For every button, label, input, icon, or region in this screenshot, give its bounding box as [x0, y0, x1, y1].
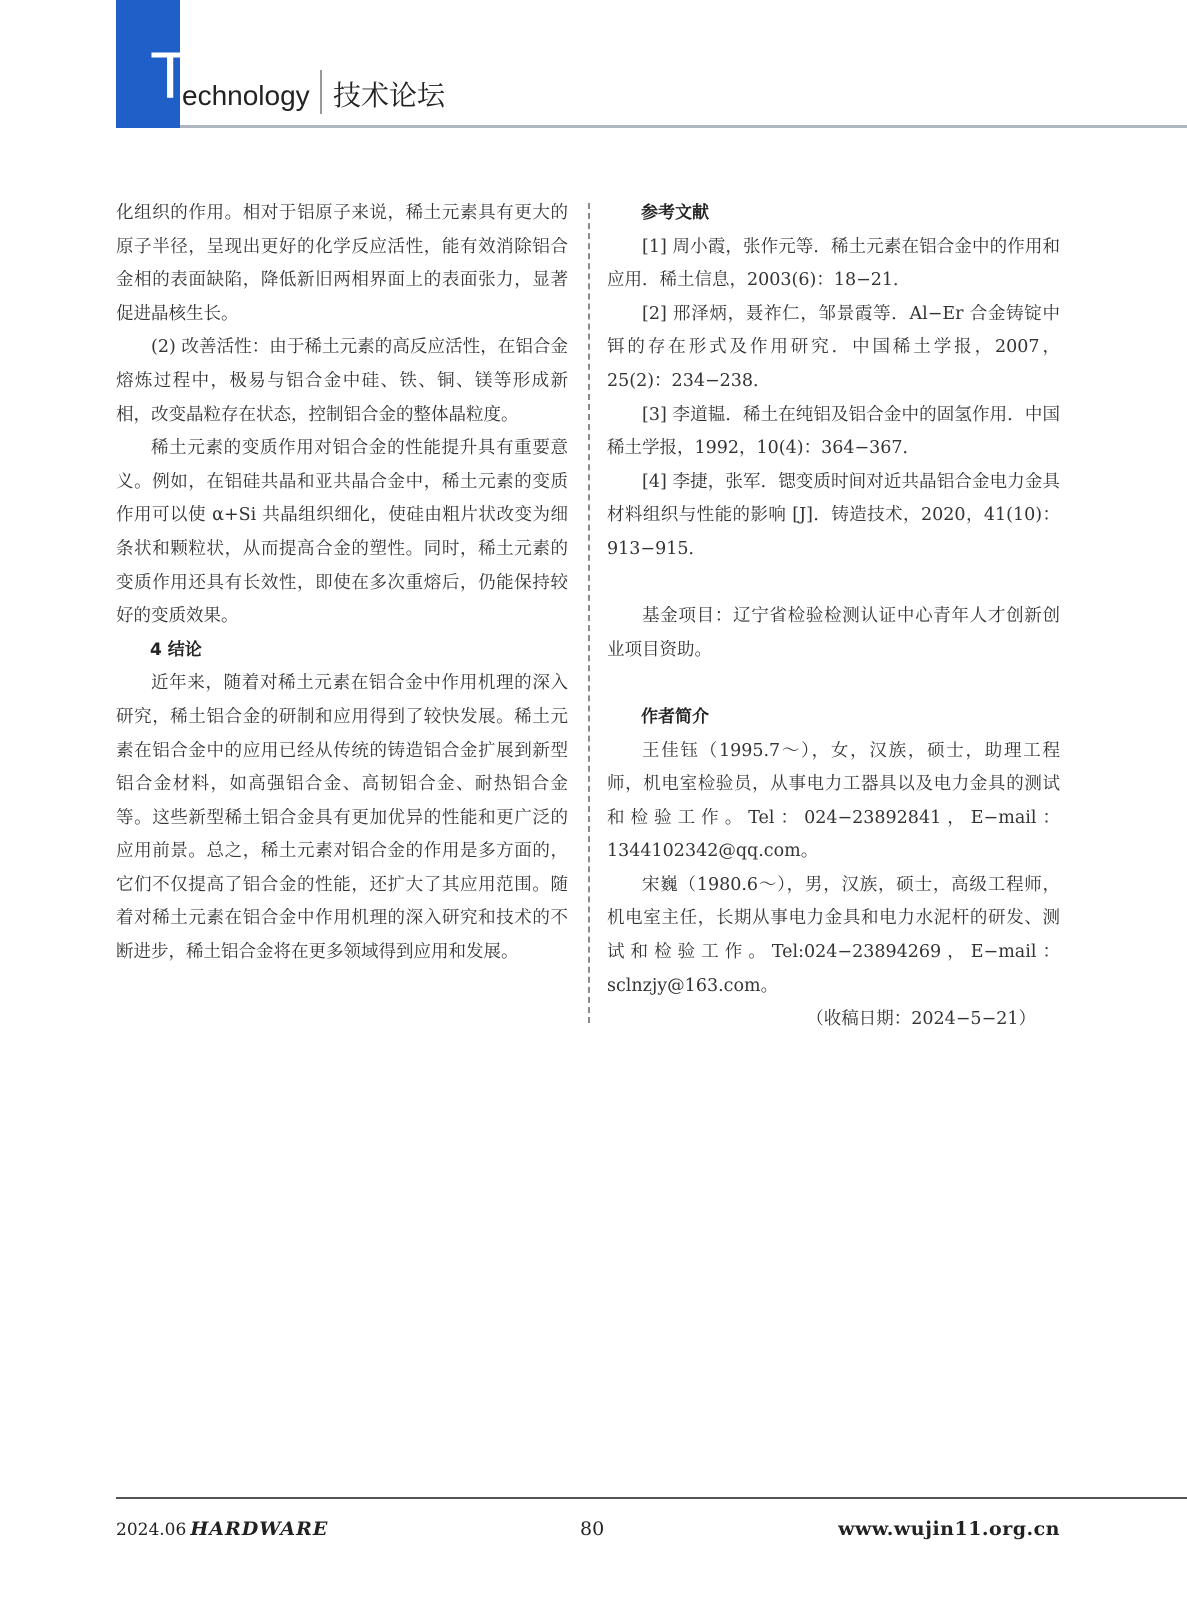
reference-item: [2] 邢泽炳，聂祚仁，邹景霞等．Al−Er 合金铸锭中铒的存在形式及作用研究．中国稀土学报，2007，25(2)：234−238． [607, 303, 1060, 391]
reference-item: [4] 李捷，张军．锶变质时间对近共晶铝合金电力金具材料组织与性能的影响 [J]．铸造技术，2020，41(10)：913−915． [607, 471, 1060, 559]
body-paragraph: 近年来，随着对稀土元素在铝合金中作用机理的深入研究，稀土铝合金的研制和应用得到了较快发展。稀土元素在铝合金中的应用已经从传统的铸造铝合金扩展到新型铝合金材料，如高强铝合金、高韧铝合金、耐热铝合金等。这些新型稀土铝合金具有更加优异的性能和更广泛的应用前景。总之，稀土元素对铝合金的作用是多方面的，它们不仅提高了铝合金的性能，还扩大了其应用范围。随着对稀土元素在铝合金中作用机理的深入研究和技术的不断进步，稀土铝合金将在更多领域得到应用和发展。 [116, 673, 568, 963]
spacer [607, 567, 1060, 601]
spacer [607, 667, 1060, 701]
right-column [607, 197, 1060, 1037]
issue-date: 2024.06 [116, 1520, 187, 1540]
footer-rule [116, 1497, 1187, 1499]
author-bio: 宋巍（1980.6～），男，汉族，硕士，高级工程师，机电室主任，长期从事电力金具和电力水泥杆的研发、测试和检验工作。Tel:024−23894269，E−mail：sclnzjy@163.com。 [607, 874, 1060, 996]
body-paragraph: (2) 改善活性：由于稀土元素的高反应活性，在铝合金熔炼过程中，极易与铝合金中硅、铁、铜、镁等形成新相，改变晶粒存在状态，控制铝合金的整体晶粒度。 [116, 337, 568, 425]
reference-item: [1] 周小霞，张作元等．稀土元素在铝合金中的作用和应用．稀土信息，2003(6)：18−21． [607, 236, 1060, 291]
received-date: （收稿日期：2024−5−21） [806, 1009, 1036, 1030]
body-paragraph: 稀土元素的变质作用对铝合金的性能提升具有重要意义。例如，在铝硅共晶和亚共晶合金中，稀土元素的变质作用可以使 α+Si 共晶组织细化，使硅由粗片状改变为细条状和颗粒状，从而提高合金的塑性。同时，稀土元素的变质作用还具有长效性，即使在多次重熔后，仍能保持较好的变质效果。 [116, 438, 568, 627]
body-paragraph: 化组织的作用。相对于铝原子来说，稀土元素具有更大的原子半径，呈现出更好的化学反应活性，能有效消除铝合金相的表面缺陷，降低新旧两相界面上的表面张力，显著促进晶核生长。 [116, 203, 568, 324]
section-title: 技术论坛 [333, 79, 446, 112]
column-divider [588, 203, 590, 1023]
left-column [116, 197, 568, 970]
header-separator [320, 70, 322, 114]
reference-item: [3] 李道韫．稀土在纯铝及铝合金中的固氢作用．中国稀土学报，1992，10(4)：364−367． [607, 404, 1060, 459]
author-heading: 作者简介 [641, 706, 709, 727]
header-rule [180, 125, 1187, 128]
header-initial: T [150, 38, 191, 112]
funding-note: 基金项目：辽宁省检验检测认证中心青年人才创新创业项目资助。 [607, 606, 1060, 660]
references-heading: 参考文献 [641, 203, 709, 223]
footer-issue-info [116, 1518, 328, 1540]
magazine-name: HARDWARE [190, 1518, 329, 1540]
page-number: 80 [580, 1518, 605, 1540]
header-word: echnology [182, 80, 310, 111]
section-heading-conclusion: 4 结论 [150, 639, 202, 660]
author-bio: 王佳钰（1995.7～），女，汉族，硕士，助理工程师，机电室检验员，从事电力工器具以及电力金具的测试和检验工作。Tel：024−23892841，E−mail：1344102342@qq.com。 [607, 740, 1060, 862]
website-link[interactable]: www.wujin11.org.cn [838, 1518, 1060, 1540]
